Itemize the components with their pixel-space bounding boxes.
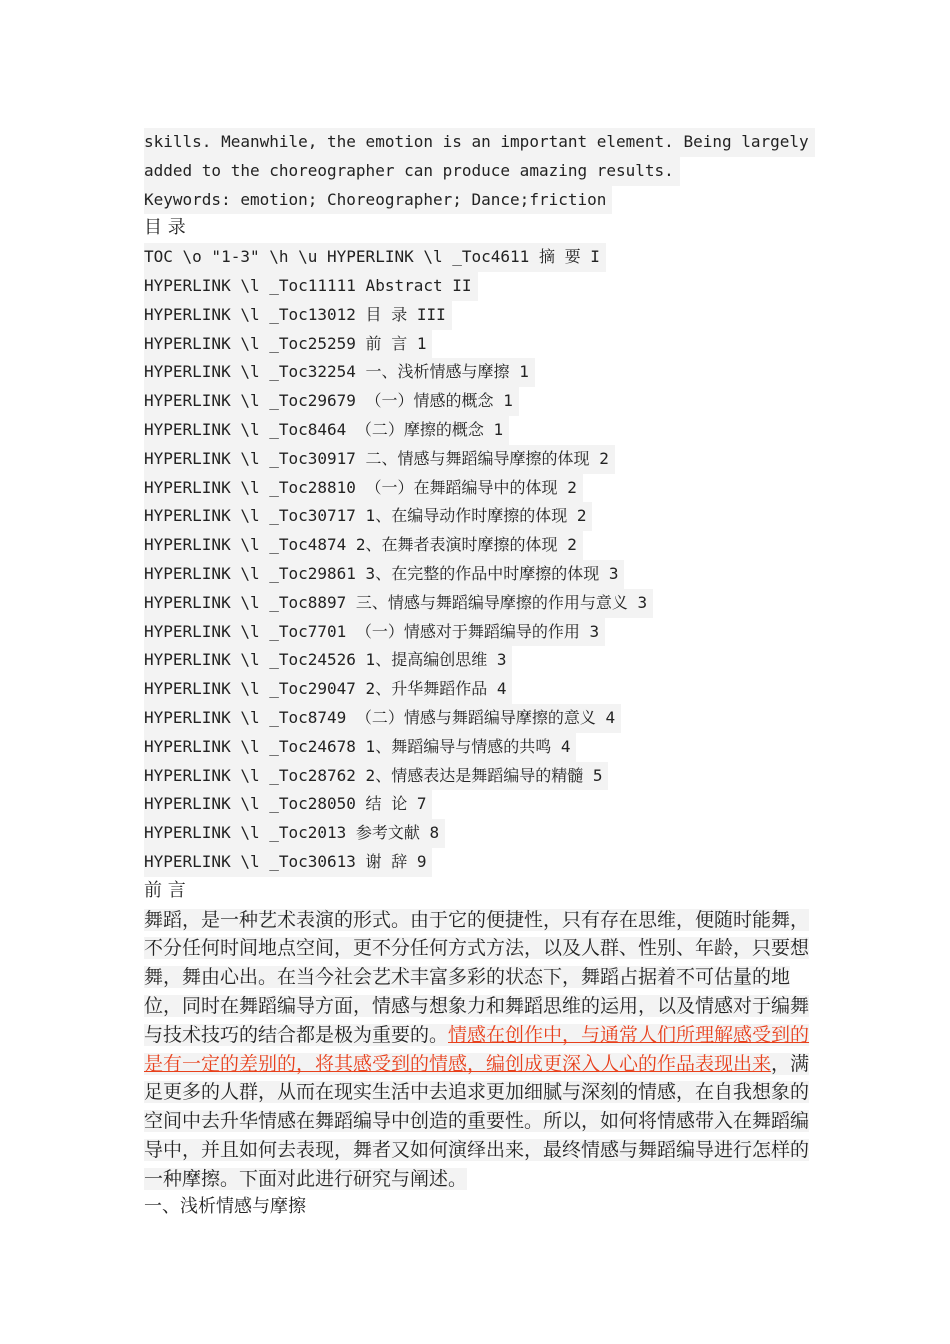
toc-entry-text: HYPERLINK \l _Toc28810 （一）在舞蹈编导中的体现 2 xyxy=(144,474,583,503)
toc-entry[interactable] xyxy=(144,330,824,359)
toc-entry-text: HYPERLINK \l _Toc25259 前 言 1 xyxy=(144,330,432,359)
toc-entry-text: HYPERLINK \l _Toc8749 （二）情感与舞蹈编导摩擦的意义 4 xyxy=(144,704,621,733)
table-of-contents xyxy=(144,243,824,877)
toc-entry[interactable] xyxy=(144,848,824,877)
toc-entry[interactable] xyxy=(144,675,824,704)
toc-entry[interactable] xyxy=(144,704,824,733)
toc-entry[interactable] xyxy=(144,790,824,819)
toc-entry[interactable] xyxy=(144,474,824,503)
toc-entry[interactable] xyxy=(144,387,824,416)
toc-entry[interactable] xyxy=(144,301,824,330)
toc-entry-text: HYPERLINK \l _Toc29861 3、在完整的作品中时摩擦的体现 3 xyxy=(144,560,624,589)
toc-entry-text: HYPERLINK \l _Toc11111 Abstract II xyxy=(144,272,478,301)
toc-entry-text: HYPERLINK \l _Toc24526 1、提高编创思维 3 xyxy=(144,646,512,675)
toc-entry[interactable] xyxy=(144,502,824,531)
toc-entry[interactable] xyxy=(144,762,824,791)
toc-entry-text: HYPERLINK \l _Toc29679 （一）情感的概念 1 xyxy=(144,387,519,416)
abstract-line: added to the choreographer can produce amazing results. xyxy=(144,157,824,186)
toc-entry-text: HYPERLINK \l _Toc24678 1、舞蹈编导与情感的共鸣 4 xyxy=(144,733,576,762)
toc-entry[interactable] xyxy=(144,560,824,589)
toc-entry[interactable] xyxy=(144,531,824,560)
toc-heading: 目 录 xyxy=(144,217,186,239)
abstract-line: skills. Meanwhile, the emotion is an important element. Being largely xyxy=(144,128,824,157)
toc-entry[interactable] xyxy=(144,416,824,445)
toc-entry[interactable] xyxy=(144,243,824,272)
toc-entry[interactable] xyxy=(144,733,824,762)
toc-entry-text: HYPERLINK \l _Toc28762 2、情感表达是舞蹈编导的精髓 5 xyxy=(144,762,608,791)
toc-entry-text: HYPERLINK \l _Toc28050 结 论 7 xyxy=(144,790,432,819)
document-page xyxy=(144,128,824,1222)
section-heading: 一、浅析情感与摩擦 xyxy=(144,1196,306,1218)
toc-entry-text: HYPERLINK \l _Toc30613 谢 辞 9 xyxy=(144,848,432,877)
preface-text: 舞蹈，是一种艺术表演的形式。由于它的便捷性，只有存在思维，便随时能舞，不分任何时间地点空间，更不分任何方式方法，以及人群、性别、年龄，只要想舞，舞由心出。在当今社会艺术丰富多彩的状态下，舞蹈占据着不可估量的地位，同时在舞蹈编导方面，情感与想象力和舞蹈思维的运用，以及情感对于编舞与技术技巧的结合都是极为重要的。 xyxy=(144,908,810,1046)
toc-entry[interactable] xyxy=(144,272,824,301)
toc-entry-text: HYPERLINK \l _Toc2013 参考文献 8 xyxy=(144,819,445,848)
toc-entry-text: HYPERLINK \l _Toc8897 三、情感与舞蹈编导摩擦的作用与意义 3 xyxy=(144,589,653,618)
toc-entry[interactable] xyxy=(144,358,824,387)
toc-entry-text: HYPERLINK \l _Toc32254 一、浅析情感与摩擦 1 xyxy=(144,358,535,387)
toc-entry-text: HYPERLINK \l _Toc4874 2、在舞者表演时摩擦的体现 2 xyxy=(144,531,583,560)
preface-heading: 前 言 xyxy=(144,879,186,901)
preface-paragraph xyxy=(144,906,824,1194)
highlighted-text: 情感在创作中，与通常人们所理解感受到的是有一定的差别的，将其感受到的情感，编创成更深入人心的作品表现出来 xyxy=(144,1023,810,1075)
toc-entry-text: HYPERLINK \l _Toc30717 1、在编导动作时摩擦的体现 2 xyxy=(144,502,592,531)
toc-entry-text: HYPERLINK \l _Toc7701 （一）情感对于舞蹈编导的作用 3 xyxy=(144,618,605,647)
toc-entry-text: HYPERLINK \l _Toc8464 （二）摩擦的概念 1 xyxy=(144,416,509,445)
toc-entry[interactable] xyxy=(144,445,824,474)
toc-entry[interactable] xyxy=(144,819,824,848)
toc-entry-text: HYPERLINK \l _Toc13012 目 录 III xyxy=(144,301,452,330)
toc-entry-text: HYPERLINK \l _Toc30917 二、情感与舞蹈编导摩擦的体现 2 xyxy=(144,445,615,474)
toc-entry[interactable] xyxy=(144,646,824,675)
toc-entry-text: HYPERLINK \l _Toc29047 2、升华舞蹈作品 4 xyxy=(144,675,512,704)
toc-entry-text: TOC \o "1-3" \h \u HYPERLINK \l _Toc4611 摘 要 I xyxy=(144,243,606,272)
preface-text: ，满足更多的人群，从而在现实生活中去追求更加细腻与深刻的情感，在自我想象的空间中去升华情感在舞蹈编导中创造的重要性。所以，如何将情感带入在舞蹈编导中，并且如何去表现，舞者又如何演绎出来，最终情感与舞蹈编导进行怎样的一种摩擦。下面对此进行研究与阐述。 xyxy=(144,1052,810,1190)
toc-entry[interactable] xyxy=(144,618,824,647)
keywords-line: Keywords: emotion; Choreographer; Dance;friction xyxy=(144,186,824,215)
toc-entry[interactable] xyxy=(144,589,824,618)
